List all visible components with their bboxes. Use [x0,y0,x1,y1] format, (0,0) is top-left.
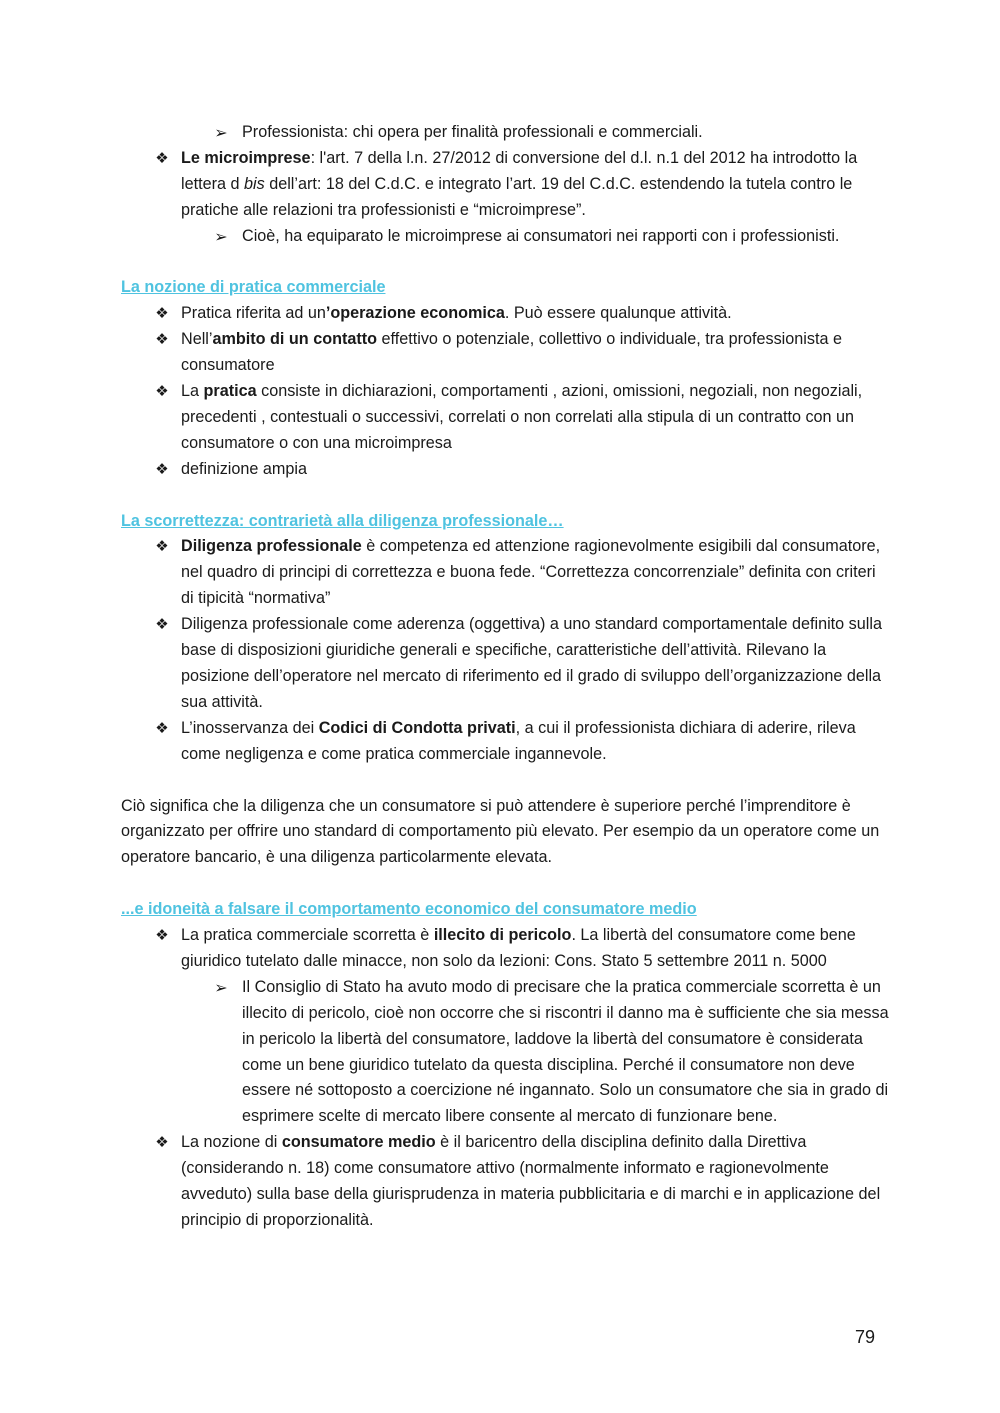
diamond-bullet-icon: ❖ [155,382,169,401]
item-text: dell’art: 18 del C.d.C. e integrato l’art. 19 del C.d.C. estendendo la tutela contro le pratiche alle relazioni tra professionisti e “microimprese”. [181,174,853,219]
arrow-bullet-icon: ➢ [214,977,228,997]
bold-term: Codici di Condotta privati [318,718,516,737]
bold-term: ’operazione economica [325,304,505,323]
bullet-item [121,716,891,768]
section-heading: La scorrettezza: contrarietà alla diligenza professionale… [121,511,564,530]
arrow-bullet-icon: ➢ [214,123,228,142]
bullet-item-microimprese [121,146,891,224]
arrow-item-professionista [121,120,891,146]
item-text: . Può essere qualunque attività. [504,304,732,323]
diamond-bullet-icon: ❖ [155,459,169,478]
bullet-item [121,923,891,975]
page-content [121,120,891,1234]
item-text: è competenza ed attenzione ragionevolmente esigibili dal consumatore, nel quadro di principi di correttezza e buona fede. “Correttezza concorrenziale” definita con criteri di tipicità “normativa” [181,537,881,608]
item-text: : l'art. 7 della l.n. 27/2012 di conversione del d.l. n.1 del 2012 ha introdotto la lettera d [181,148,858,193]
bullet-item [121,534,891,612]
bold-term: pratica [203,382,257,401]
diamond-bullet-icon: ❖ [155,330,169,349]
item-text: effettivo o potenziale, collettivo o individuale, tra professionista e consumatore [181,330,842,375]
section-heading: La nozione di pratica commerciale [121,278,386,297]
italic-term: bis [244,174,265,193]
diamond-bullet-icon: ❖ [155,304,169,323]
diamond-bullet-icon: ❖ [155,926,169,945]
item-text: La [181,382,204,401]
bold-term: Le microimprese [181,148,311,167]
bold-term: consumatore medio [281,1133,436,1152]
body-paragraph: Ciò significa che la diligenza che un consumatore si può attendere è superiore perché l’imprenditore è organizzato per offrire uno standard di comportamento più elevato. Per esempio da un operatore come un operatore bancario, è una diligenza particolarmente elevata. [121,796,880,867]
diamond-bullet-icon: ❖ [155,1133,169,1152]
bullet-item [121,301,891,327]
item-text: La nozione di [181,1133,282,1152]
item-text: è il baricentro della disciplina definito dalla Direttiva (considerando n. 18) come consumatore attivo (normalmente informato e ragionevolmente avveduto) sulla base della giurisprudenza in materia pubblicitaria e di marchi e in applicazione del principio di proporzionalità. [181,1133,881,1229]
diamond-bullet-icon: ❖ [155,615,169,634]
item-text: Nell’ [181,330,213,349]
diamond-bullet-icon: ❖ [155,537,169,556]
item-text: Diligenza professionale come aderenza (oggettiva) a uno standard comportamentale definito sulla base di disposizioni giuridiche generali e specifiche, caratteristiche dell’attività. Rilevano la posizione dell’operatore nel mercato di riferimento ed il grado di sviluppo dell’organizzazione della sua attività. [181,615,882,711]
arrow-item-cioe [121,224,891,250]
item-text: L’inosservanza dei [181,718,319,737]
item-text: . La libertà del consumatore come bene giuridico tutelato dalle minacce, non solo da lezioni: Cons. Stato 5 settembre 2011 n. 5000 [181,926,856,970]
bullet-item [121,379,891,457]
arrow-bullet-icon: ➢ [214,226,228,246]
item-text: La pratica commerciale scorretta è [181,926,434,945]
item-text: Il Consiglio di Stato ha avuto modo di precisare che la pratica commerciale scorretta è un illecito di pericolo, cioè non occorre che si riscontri il danno ma è sufficiente che sia messa in pericolo la libertà del consumatore, laddove la libertà del consumatore è considerata come un bene giuridico tutelato da questa disciplina. Perché il consumatore non deve essere né sottoposto a coercizione né ingannato. Solo un consumatore che sia in grado di esprimere scelte di mercato libere consente al mercato di funzionare bene. [242,977,889,1126]
bullet-item [121,612,891,716]
bullet-item [121,1130,891,1234]
bullet-item [121,327,891,379]
diamond-bullet-icon: ❖ [155,148,169,167]
item-text: Professionista: chi opera per finalità professionali e commerciali. [242,123,703,141]
bold-term: illecito di pericolo [433,926,572,945]
diamond-bullet-icon: ❖ [155,718,169,737]
item-text: Cioè, ha equiparato le microimprese ai consumatori nei rapporti con i professionisti. [242,226,840,245]
arrow-item [121,975,891,1130]
item-text: , a cui il professionista dichiara di aderire, rileva come negligenza e come pratica commerciale ingannevole. [181,718,856,763]
page-number: 79 [855,1327,876,1347]
bold-term: ambito di un contatto [212,330,378,349]
item-text: Pratica riferita ad un [181,304,326,323]
section-heading: ...e idoneità a falsare il comportamento economico del consumatore medio [121,900,697,919]
item-text: definizione ampia [181,459,307,478]
bullet-item [121,457,891,483]
bold-term: Diligenza professionale [181,537,362,556]
item-text: consiste in dichiarazioni, comportamenti , azioni, omissioni, negoziali, non negoziali, precedenti , contestuali o successivi, correlati o non correlati alla stipula di un contratto con un consumatore o con una microimpresa [181,382,863,452]
